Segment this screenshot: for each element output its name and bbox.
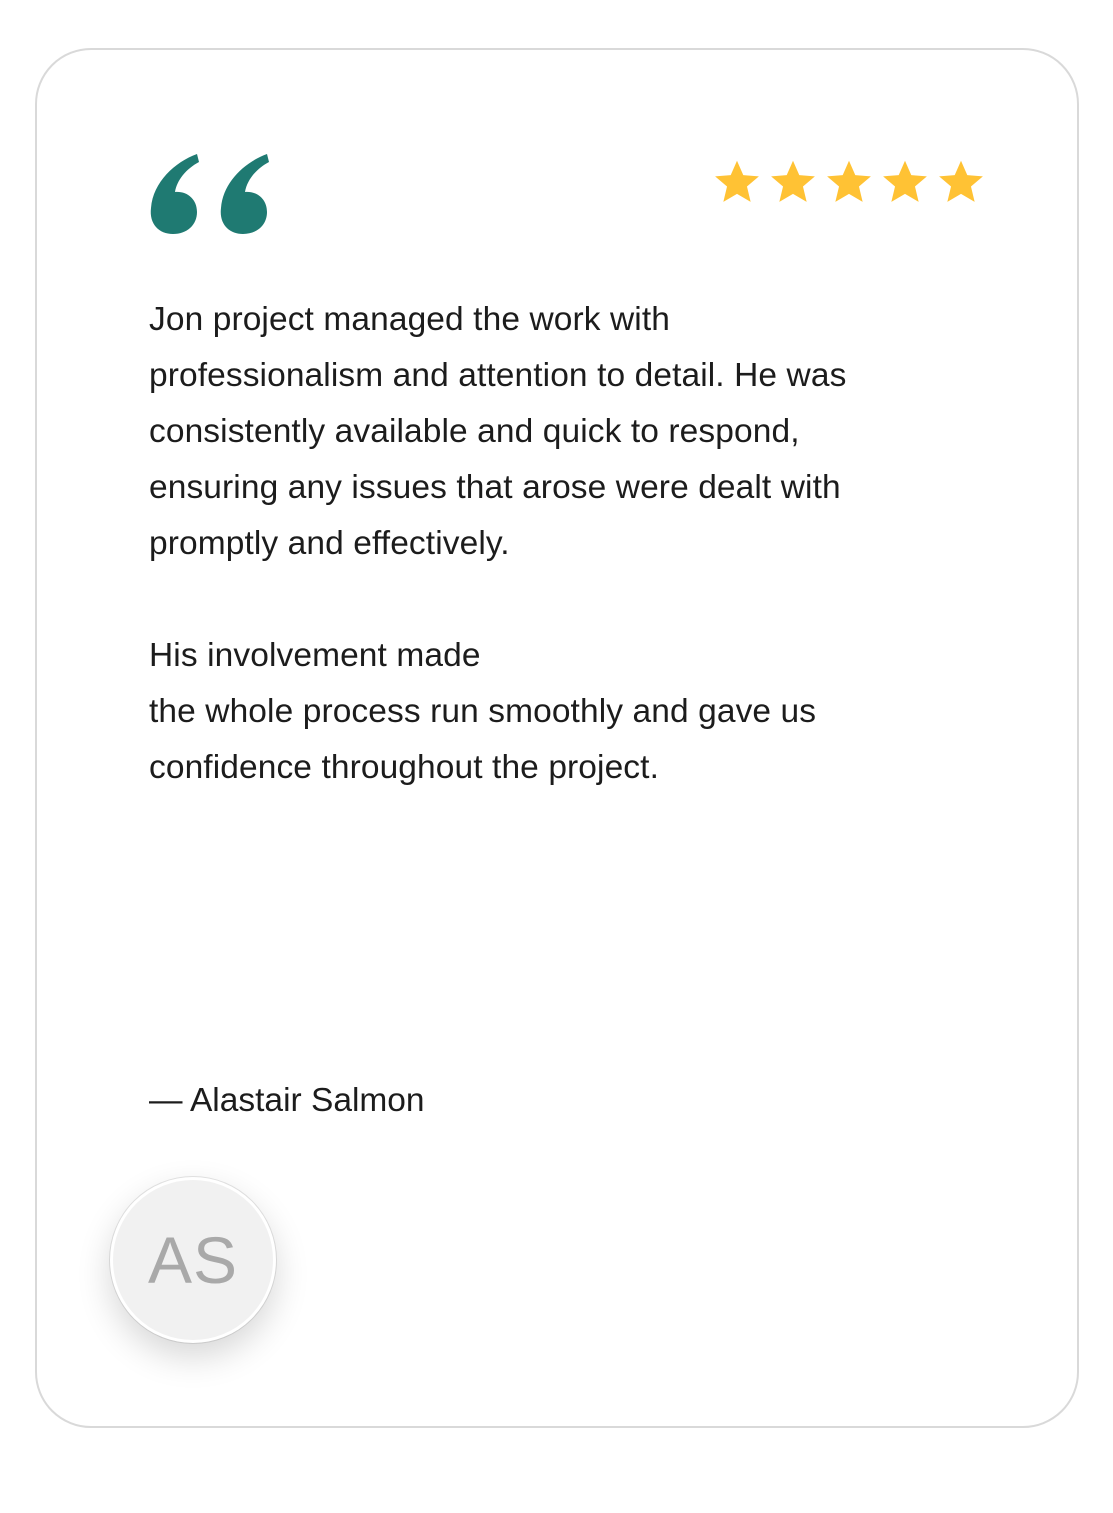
avatar bbox=[110, 1177, 276, 1343]
testimonial-quote bbox=[149, 292, 1009, 796]
star-icon bbox=[823, 156, 875, 208]
star-icon bbox=[767, 156, 819, 208]
author-name: — Alastair Salmon bbox=[149, 1082, 425, 1119]
star-icon bbox=[935, 156, 987, 208]
star-icon bbox=[879, 156, 931, 208]
avatar-initials: AS bbox=[147, 1223, 239, 1297]
quote-open-icon bbox=[149, 152, 273, 236]
quote-paragraph: His involvement made the whole process run smoothly and gave us confidence throughout the project. bbox=[149, 637, 817, 786]
star-icon bbox=[711, 156, 763, 208]
testimonial-card bbox=[35, 48, 1079, 1428]
star-rating bbox=[711, 156, 987, 208]
quote-paragraph: Jon project managed the work with professionalism and attention to detail. He was consistently available and quick to respond, ensuring any issues that arose were dealt with promptly and effectively. bbox=[149, 301, 847, 562]
